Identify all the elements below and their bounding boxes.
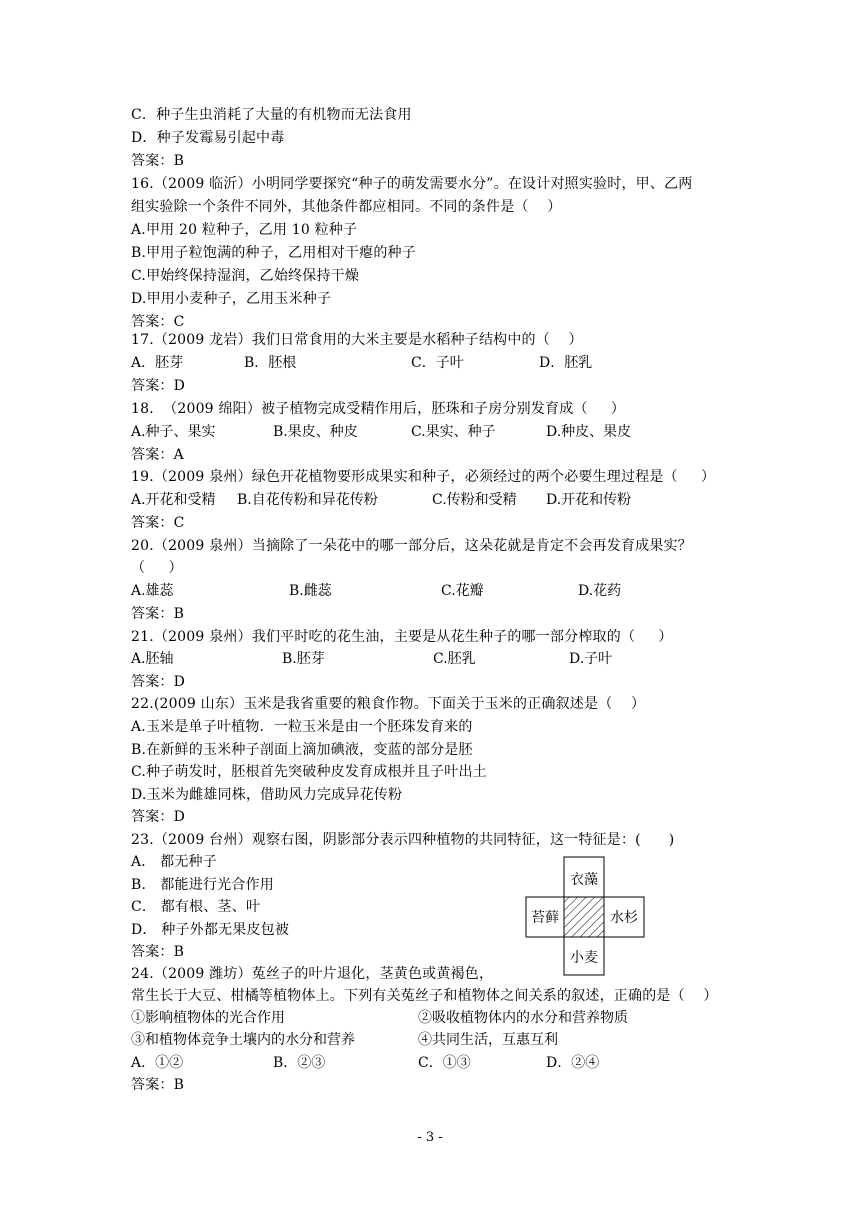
- question-21-option-b: B.胚芽: [282, 651, 325, 667]
- question-20-option-a: A.雄蕊: [131, 583, 174, 599]
- answer-17: 答案：D: [131, 378, 186, 394]
- answer-23: 答案：B: [131, 944, 185, 960]
- answer-21: 答案：D: [131, 674, 186, 690]
- question-16-option-b: B.甲用子粒饱满的种子，乙用相对干瘪的种子: [131, 245, 416, 261]
- question-23-option-a: A． 都无种子: [131, 854, 217, 870]
- question-24-line1: 24.（2009 潍坊）菟丝子的叶片退化，茎黄色或黄褐色，: [131, 966, 494, 982]
- question-20-line2: （ ）: [131, 560, 183, 576]
- question-24-option-c: C．①③: [418, 1055, 471, 1071]
- question-16-line1: 16.（2009 临沂）小明同学要探究“种子的萌发需要水分”。在设计对照实验时，甲、乙两: [131, 176, 693, 192]
- question-23: 23.（2009 台州）观察右图，阴影部分表示四种植物的共同特征，这一特征是：( ): [131, 832, 675, 848]
- question-22-option-c: C.种子萌发时，胚根首先突破种皮发育成根并且子叶出土: [131, 764, 487, 780]
- question-18-option-b: B.果皮、种皮: [273, 424, 358, 440]
- question-21-option-d: D.子叶: [569, 651, 613, 667]
- label-top: 衣藻: [570, 872, 598, 888]
- question-24-item-2: ②吸收植物体内的水分和营养物质: [418, 1010, 628, 1026]
- plant-venn-cross-diagram: [525, 856, 645, 976]
- question-16-line2: 组实验除一个条件不同外，其他条件都应相同。不同的条件是（ ）: [131, 199, 562, 215]
- question-17-option-c: C．子叶: [411, 355, 464, 371]
- question-24-option-d: D．②④: [546, 1055, 600, 1071]
- question-24-option-b: B．②③: [273, 1055, 326, 1071]
- question-22-option-b: B.在新鲜的玉米种子剖面上滴加碘液，变蓝的部分是胚: [131, 742, 473, 758]
- question-20-option-c: C.花瓣: [441, 583, 484, 599]
- question-23-option-b: B． 都能进行光合作用: [131, 877, 274, 893]
- shaded-common-area: [564, 897, 604, 937]
- question-17: 17.（2009 龙岩）我们日常食用的大米主要是水稻种子结构中的（ ）: [131, 332, 583, 348]
- answer-24: 答案：B: [131, 1077, 185, 1093]
- question-24-item-3: ③和植物体竞争土壤内的水分和营养: [131, 1032, 355, 1048]
- question-19-option-d: D.开花和传粉: [546, 492, 632, 508]
- question-21-option-a: A.胚轴: [131, 651, 174, 667]
- question-17-option-a: A．胚芽: [131, 355, 184, 371]
- label-bottom: 小麦: [570, 950, 598, 966]
- question-18-option-a: A.种子、果实: [131, 424, 216, 440]
- answer-22: 答案：D: [131, 809, 186, 825]
- page-number: - 3 -: [417, 1130, 443, 1145]
- question-18-option-c: C.果实、种子: [411, 424, 496, 440]
- answer-15: 答案：B: [131, 153, 185, 169]
- question-17-option-b: B．胚根: [244, 355, 297, 371]
- answer-16: 答案：C: [131, 314, 185, 330]
- question-20-line1: 20.（2009 泉州）当摘除了一朵花中的哪一部分后，这朵花就是肯定不会再发育成果实？: [131, 538, 692, 554]
- question-24-line2: 常生长于大豆、柑橘等植物体上。下列有关菟丝子和植物体之间关系的叙述，正确的是（ ）: [131, 988, 718, 1004]
- question-17-option-d: D．胚乳: [539, 355, 593, 371]
- question-21: 21.（2009 泉州）我们平时吃的花生油，主要是从花生种子的哪一部分榨取的（ ）: [131, 629, 673, 645]
- question-19-option-b: B.自花传粉和异花传粉: [237, 492, 378, 508]
- answer-20: 答案：B: [131, 606, 185, 622]
- question-24-item-4: ④共同生活，互惠互利: [418, 1032, 558, 1048]
- question-22: 22.(2009 山东）玉米是我省重要的粮食作物。下面关于玉米的正确叙述是（ ）: [131, 696, 646, 712]
- option-d-line: D．种子发霉易引起中毒: [131, 130, 285, 146]
- question-16-option-d: D.甲用小麦种子，乙用玉米种子: [131, 291, 332, 307]
- question-16-option-a: A.甲用 20 粒种子，乙用 10 粒种子: [131, 222, 358, 238]
- question-18: 18. （2009 绵阳）被子植物完成受精作用后，胚珠和子房分别发育成（ ）: [131, 401, 626, 417]
- question-23-option-d: D． 种子外都无果皮包被: [131, 922, 290, 938]
- label-left: 苔藓: [531, 910, 559, 926]
- question-19: 19.（2009 泉州）绿色开花植物要形成果实和种子，必须经过的两个必要生理过程是（ ）: [131, 469, 716, 485]
- question-18-option-d: D.种皮、果皮: [546, 424, 632, 440]
- question-24-item-1: ①影响植物体的光合作用: [131, 1010, 285, 1026]
- question-24-option-a: A．①②: [131, 1055, 184, 1071]
- question-22-option-d: D.玉米为雌雄同株，借助风力完成异花传粉: [131, 787, 403, 803]
- question-21-option-c: C.胚乳: [433, 651, 476, 667]
- question-16-option-c: C.甲始终保持湿润，乙始终保持干燥: [131, 268, 360, 284]
- question-20-option-b: B.雌蕊: [289, 583, 332, 599]
- question-19-option-a: A.开花和受精: [131, 492, 216, 508]
- question-22-option-a: A.玉米是单子叶植物．一粒玉米是由一个胚珠发育来的: [131, 719, 473, 735]
- question-19-option-c: C.传粉和受精: [432, 492, 517, 508]
- question-20-option-d: D.花药: [578, 583, 622, 599]
- label-right: 水杉: [610, 910, 638, 926]
- option-c-line: C．种子生虫消耗了大量的有机物而无法食用: [131, 107, 412, 123]
- answer-18: 答案：A: [131, 447, 184, 463]
- answer-19: 答案：C: [131, 515, 185, 531]
- question-23-option-c: C． 都有根、茎、叶: [131, 899, 261, 915]
